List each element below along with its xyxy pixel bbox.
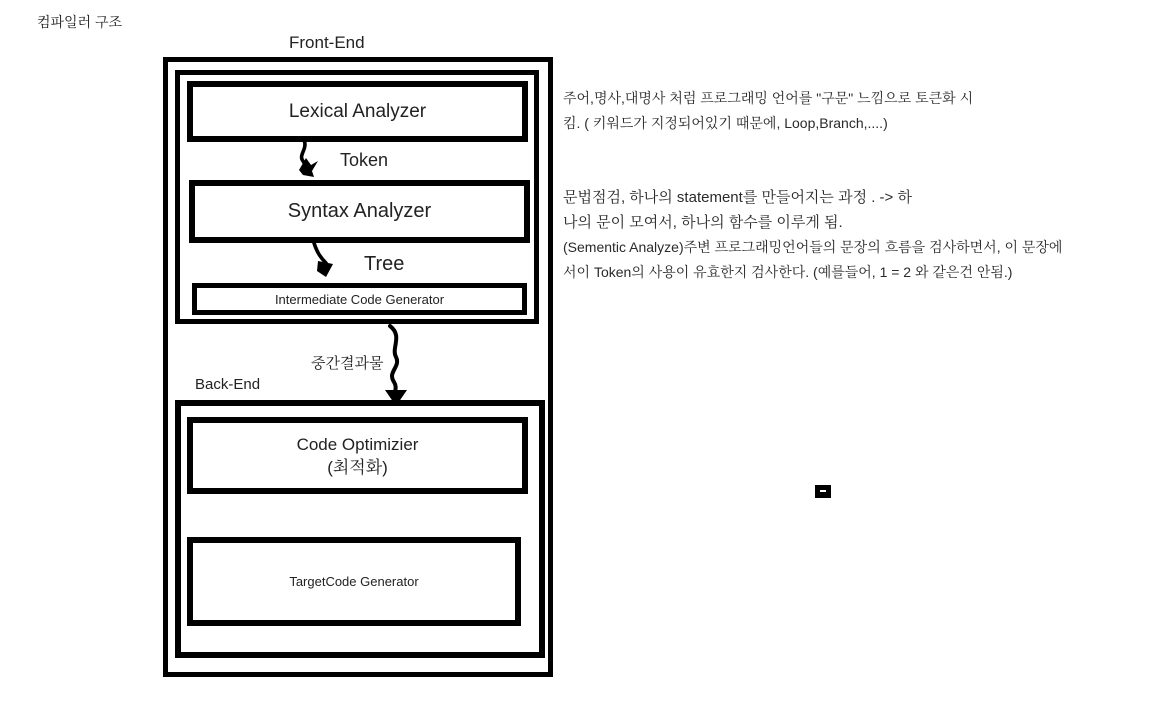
small-black-marker <box>815 485 831 498</box>
annotation-lexical-note-line: 주어,명사,대명사 처럼 프로그래밍 언어를 "구문" 느낌으로 토큰화 시 <box>563 90 974 106</box>
syntax-analyzer-box <box>189 180 530 243</box>
annotation-syntax-note <box>563 186 1062 284</box>
lexical-analyzer-label: Lexical Analyzer <box>288 100 427 122</box>
page-title: 컴파일러 구조 <box>37 14 123 30</box>
intermediate-result-label: 중간결과물 <box>311 355 384 372</box>
annotation-lexical-note-line: 킴. ( 키워드가 지정되어있기 때문에, Loop,Branch,....) <box>563 115 888 131</box>
annotation-lexical-note <box>563 86 973 136</box>
code-optimizer-label-line1: Code Optimizier <box>296 434 419 454</box>
code-optimizer-label-line2: (최적화) <box>327 457 388 477</box>
annotation-syntax-note-line: 문법점검, 하나의 statement를 만들어지는 과정 . -> 하 <box>563 189 912 206</box>
front-end-label: Front-End <box>289 33 365 52</box>
token-label: Token <box>340 150 389 170</box>
annotation-syntax-note-line: 나의 문이 모여서, 하나의 함수를 이루게 됨. <box>563 213 843 231</box>
target-code-generator-label: TargetCode Generator <box>289 574 419 589</box>
annotation-syntax-note-line: (Sementic Analyze)주변 프로그래밍언어들의 문장의 흐름을 검사하면서, 이 문장에 <box>563 239 1063 255</box>
tree-label: Tree <box>364 253 405 275</box>
back-end-label: Back-End <box>195 376 261 393</box>
syntax-analyzer-label: Syntax Analyzer <box>287 200 432 222</box>
code-optimizer-box <box>187 417 528 494</box>
target-code-generator-box <box>187 537 521 626</box>
intermediate-code-generator-box <box>192 283 527 315</box>
annotation-syntax-note-line: 서이 Token의 사용이 유효한지 검사한다. (예를들어, 1 = 2 와 같은건 안됨.) <box>563 263 1013 280</box>
small-black-marker-dash <box>820 490 826 492</box>
lexical-analyzer-box <box>187 81 528 142</box>
intermediate-code-generator-label: Intermediate Code Generator <box>274 291 445 307</box>
